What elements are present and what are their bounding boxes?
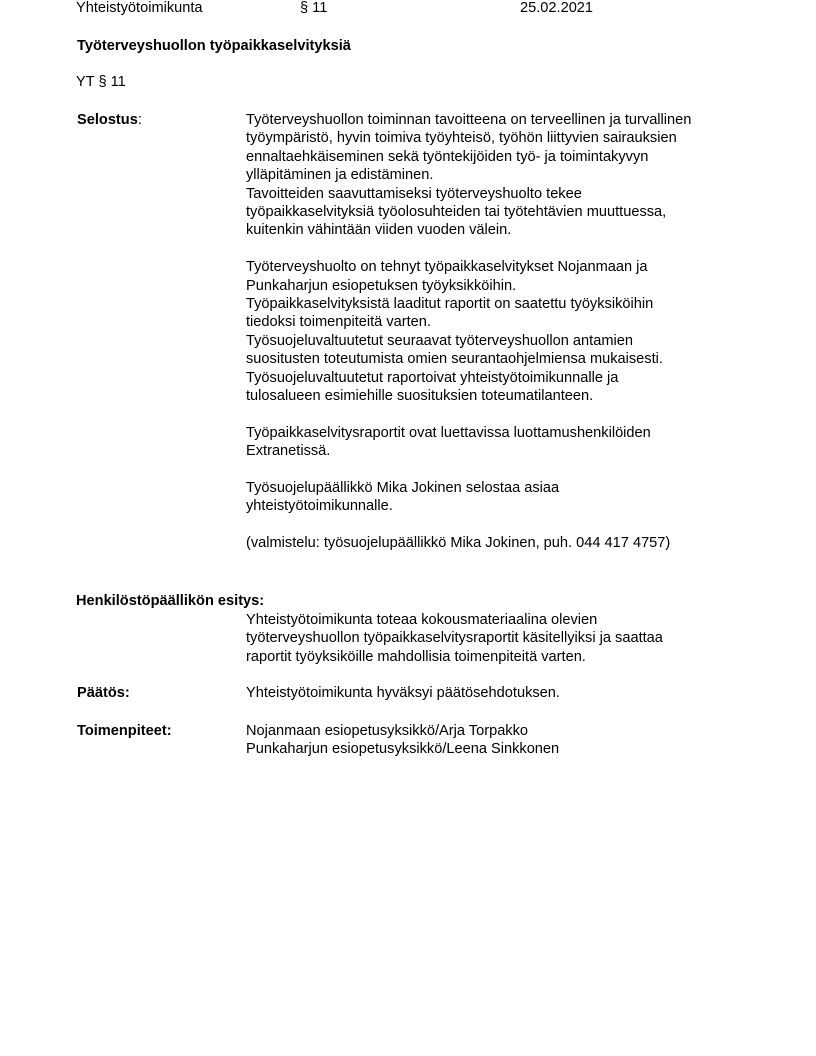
selostus-p1-line: Työterveyshuollon toiminnan tavoitteena on terveellinen ja turvallinen [246, 112, 692, 128]
selostus-p1-line: työympäristö, hyvin toimiva työyhteisö, työhön liittyvien sairauksien [246, 130, 677, 147]
document-title: Työterveyshuollon työpaikkaselvityksiä [77, 38, 351, 54]
selostus-p1-line: Tavoitteiden saavuttamiseksi työterveyshuolto tekee [246, 185, 582, 202]
selostus-p2-line: Työpaikkaselvityksistä laaditut raportit on saatettu työyksiköihin [246, 296, 654, 313]
selostus-body [246, 111, 691, 553]
selostus-p2-line: Punkaharjun esiopetuksen työyksikköihin. [246, 277, 517, 294]
selostus-p1-line: ennaltaehkäiseminen sekä työntekijöiden työ- ja toimintakyvyn [246, 148, 649, 165]
selostus-p4-line: Työsuojelupäällikkö Mika Jokinen selostaa asiaa [246, 480, 560, 497]
selostus-p3-line: Työpaikkaselvitysraportit ovat luettavissa luottamushenkilöiden [246, 424, 651, 441]
selostus-p2-line: suositusten toteutumista omien seurantaohjelmiensa mukaisesti. [246, 351, 663, 368]
selostus-label-text: Selostus [77, 112, 138, 128]
header-section: § 11 [300, 0, 328, 16]
selostus-p5-line: (valmistelu: työsuojelupäällikkö Mika Jokinen, puh. 044 417 4757) [246, 535, 671, 552]
selostus-p2-line: tulosalueen esimiehille suosituksien toteumatilanteen. [246, 388, 594, 405]
toimenpiteet-line: Nojanmaan esiopetusyksikkö/Arja Torpakko [246, 723, 529, 739]
toimenpiteet-label: Toimenpiteet: [77, 723, 172, 739]
esitys-label: Henkilöstöpäällikön esitys: [76, 593, 265, 609]
esitys-line: raportit työyksiköille mahdollisia toimenpiteitä varten. [246, 648, 586, 665]
esitys-line: Yhteistyötoimikunta toteaa kokousmateriaalina olevien [246, 612, 598, 628]
selostus-p2-line: Työterveyshuolto on tehnyt työpaikkaselvitykset Nojanmaan ja [246, 259, 648, 276]
selostus-p1-line: ylläpitäminen ja edistäminen. [246, 167, 434, 184]
header-org: Yhteistyötoimikunta [76, 0, 203, 16]
selostus-p2-line: Työsuojeluvaltuutetut raportoivat yhteistyötoimikunnalle ja [246, 369, 619, 386]
toimenpiteet-body [246, 722, 559, 759]
selostus-label-colon: : [137, 112, 142, 128]
esitys-body [246, 611, 663, 666]
toimenpiteet-line: Punkaharjun esiopetusyksikkö/Leena Sinkkonen [246, 741, 560, 758]
selostus-p4-line: yhteistyötoimikunnalle. [246, 498, 393, 515]
esitys-line: työterveyshuollon työpaikkaselvitysraportit käsitellyiksi ja saattaa [246, 630, 663, 647]
header-date: 25.02.2021 [520, 0, 594, 16]
selostus-p1-line: kuitenkin vähintään viiden vuoden välein. [246, 222, 512, 239]
paatos-text: Yhteistyötoimikunta hyväksyi päätösehdotuksen. [246, 685, 560, 701]
paatos-label: Päätös: [77, 685, 130, 701]
selostus-p2-line: Työsuojeluvaltuutetut seuraavat työterveyshuollon antamien [246, 332, 633, 349]
selostus-label [77, 112, 142, 128]
selostus-p2-line: tiedoksi toimenpiteitä varten. [246, 314, 431, 331]
selostus-p1-line: työpaikkaselvityksiä työolosuhteiden tai työtehtävien muuttuessa, [246, 204, 667, 221]
selostus-p3-line: Extranetissä. [246, 443, 331, 460]
section-reference: YT § 11 [76, 74, 126, 90]
